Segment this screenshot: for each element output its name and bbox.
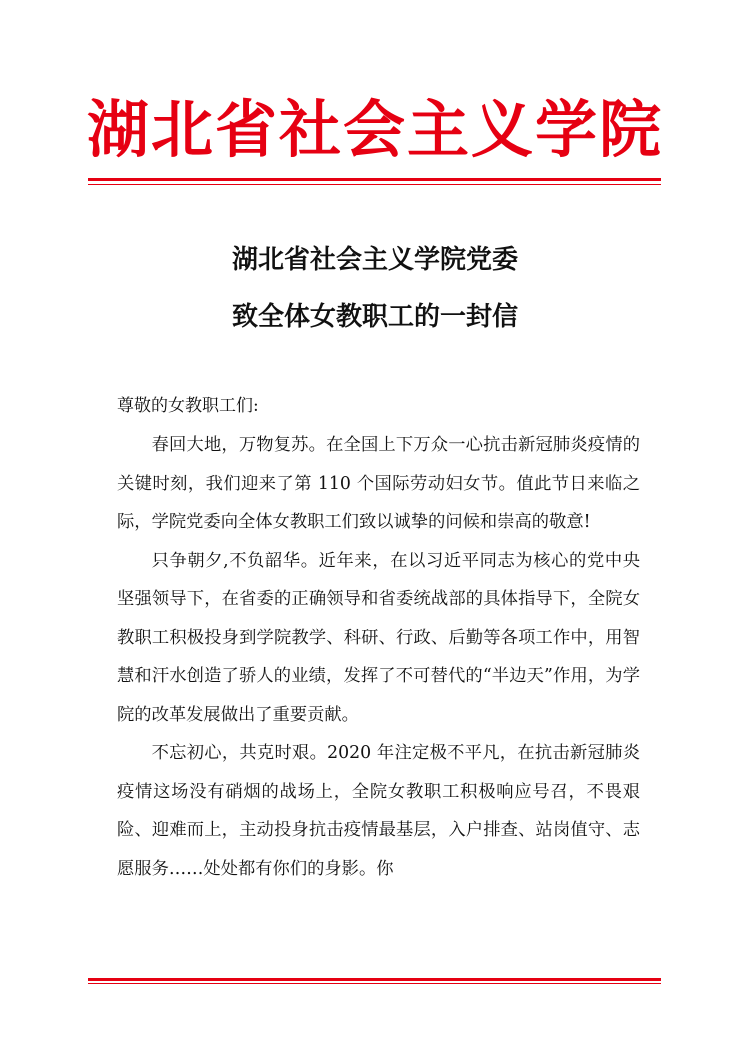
masthead-rule-thin [88, 184, 661, 185]
letter-title-line-2: 致全体女教职工的一封信 [231, 302, 518, 332]
letter-salutation: 尊敬的女教职工们: [117, 396, 259, 416]
masthead-institution-name: 湖北省社会主义学院 [86, 93, 663, 166]
letter-paragraph: 只争朝夕,不负韶华。近年来，在以习近平同志为核心的党中央坚强领导下，在省委的正确领导和省委统战部的具体指导下，全院女教职工积极投身到学院教学、科研、行政、后勤等各项工作中，用智慧和汗水创造了骄人的业绩，发挥了不可替代的“半边天”作用，为学院的改革发展做出了重要贡献。 [117, 550, 640, 725]
footer-rule-thin [88, 983, 661, 984]
letter-paragraph: 春回大地，万物复苏。在全国上下万众一心抗击新冠肺炎疫情的关键时刻，我们迎来了第 110 个国际劳动妇女节。值此节日来临之际，学院党委向全体女教职工们致以诚挚的问候和崇高的敬意! [117, 435, 640, 532]
footer-rule-thick [88, 978, 661, 981]
letter-title-line-1: 湖北省社会主义学院党委 [231, 245, 518, 275]
letter-body [117, 426, 640, 888]
masthead-rule-thick [88, 178, 661, 181]
letter-paragraph: 不忘初心，共克时艰。2020 年注定极不平凡，在抗击新冠肺炎疫情这场没有硝烟的战场上，全院女教职工积极响应号召，不畏艰险、迎难而上，主动投身抗击疫情最基层，入户排查、站岗值守、志愿服务……处处都有你们的身影。你 [117, 743, 640, 879]
